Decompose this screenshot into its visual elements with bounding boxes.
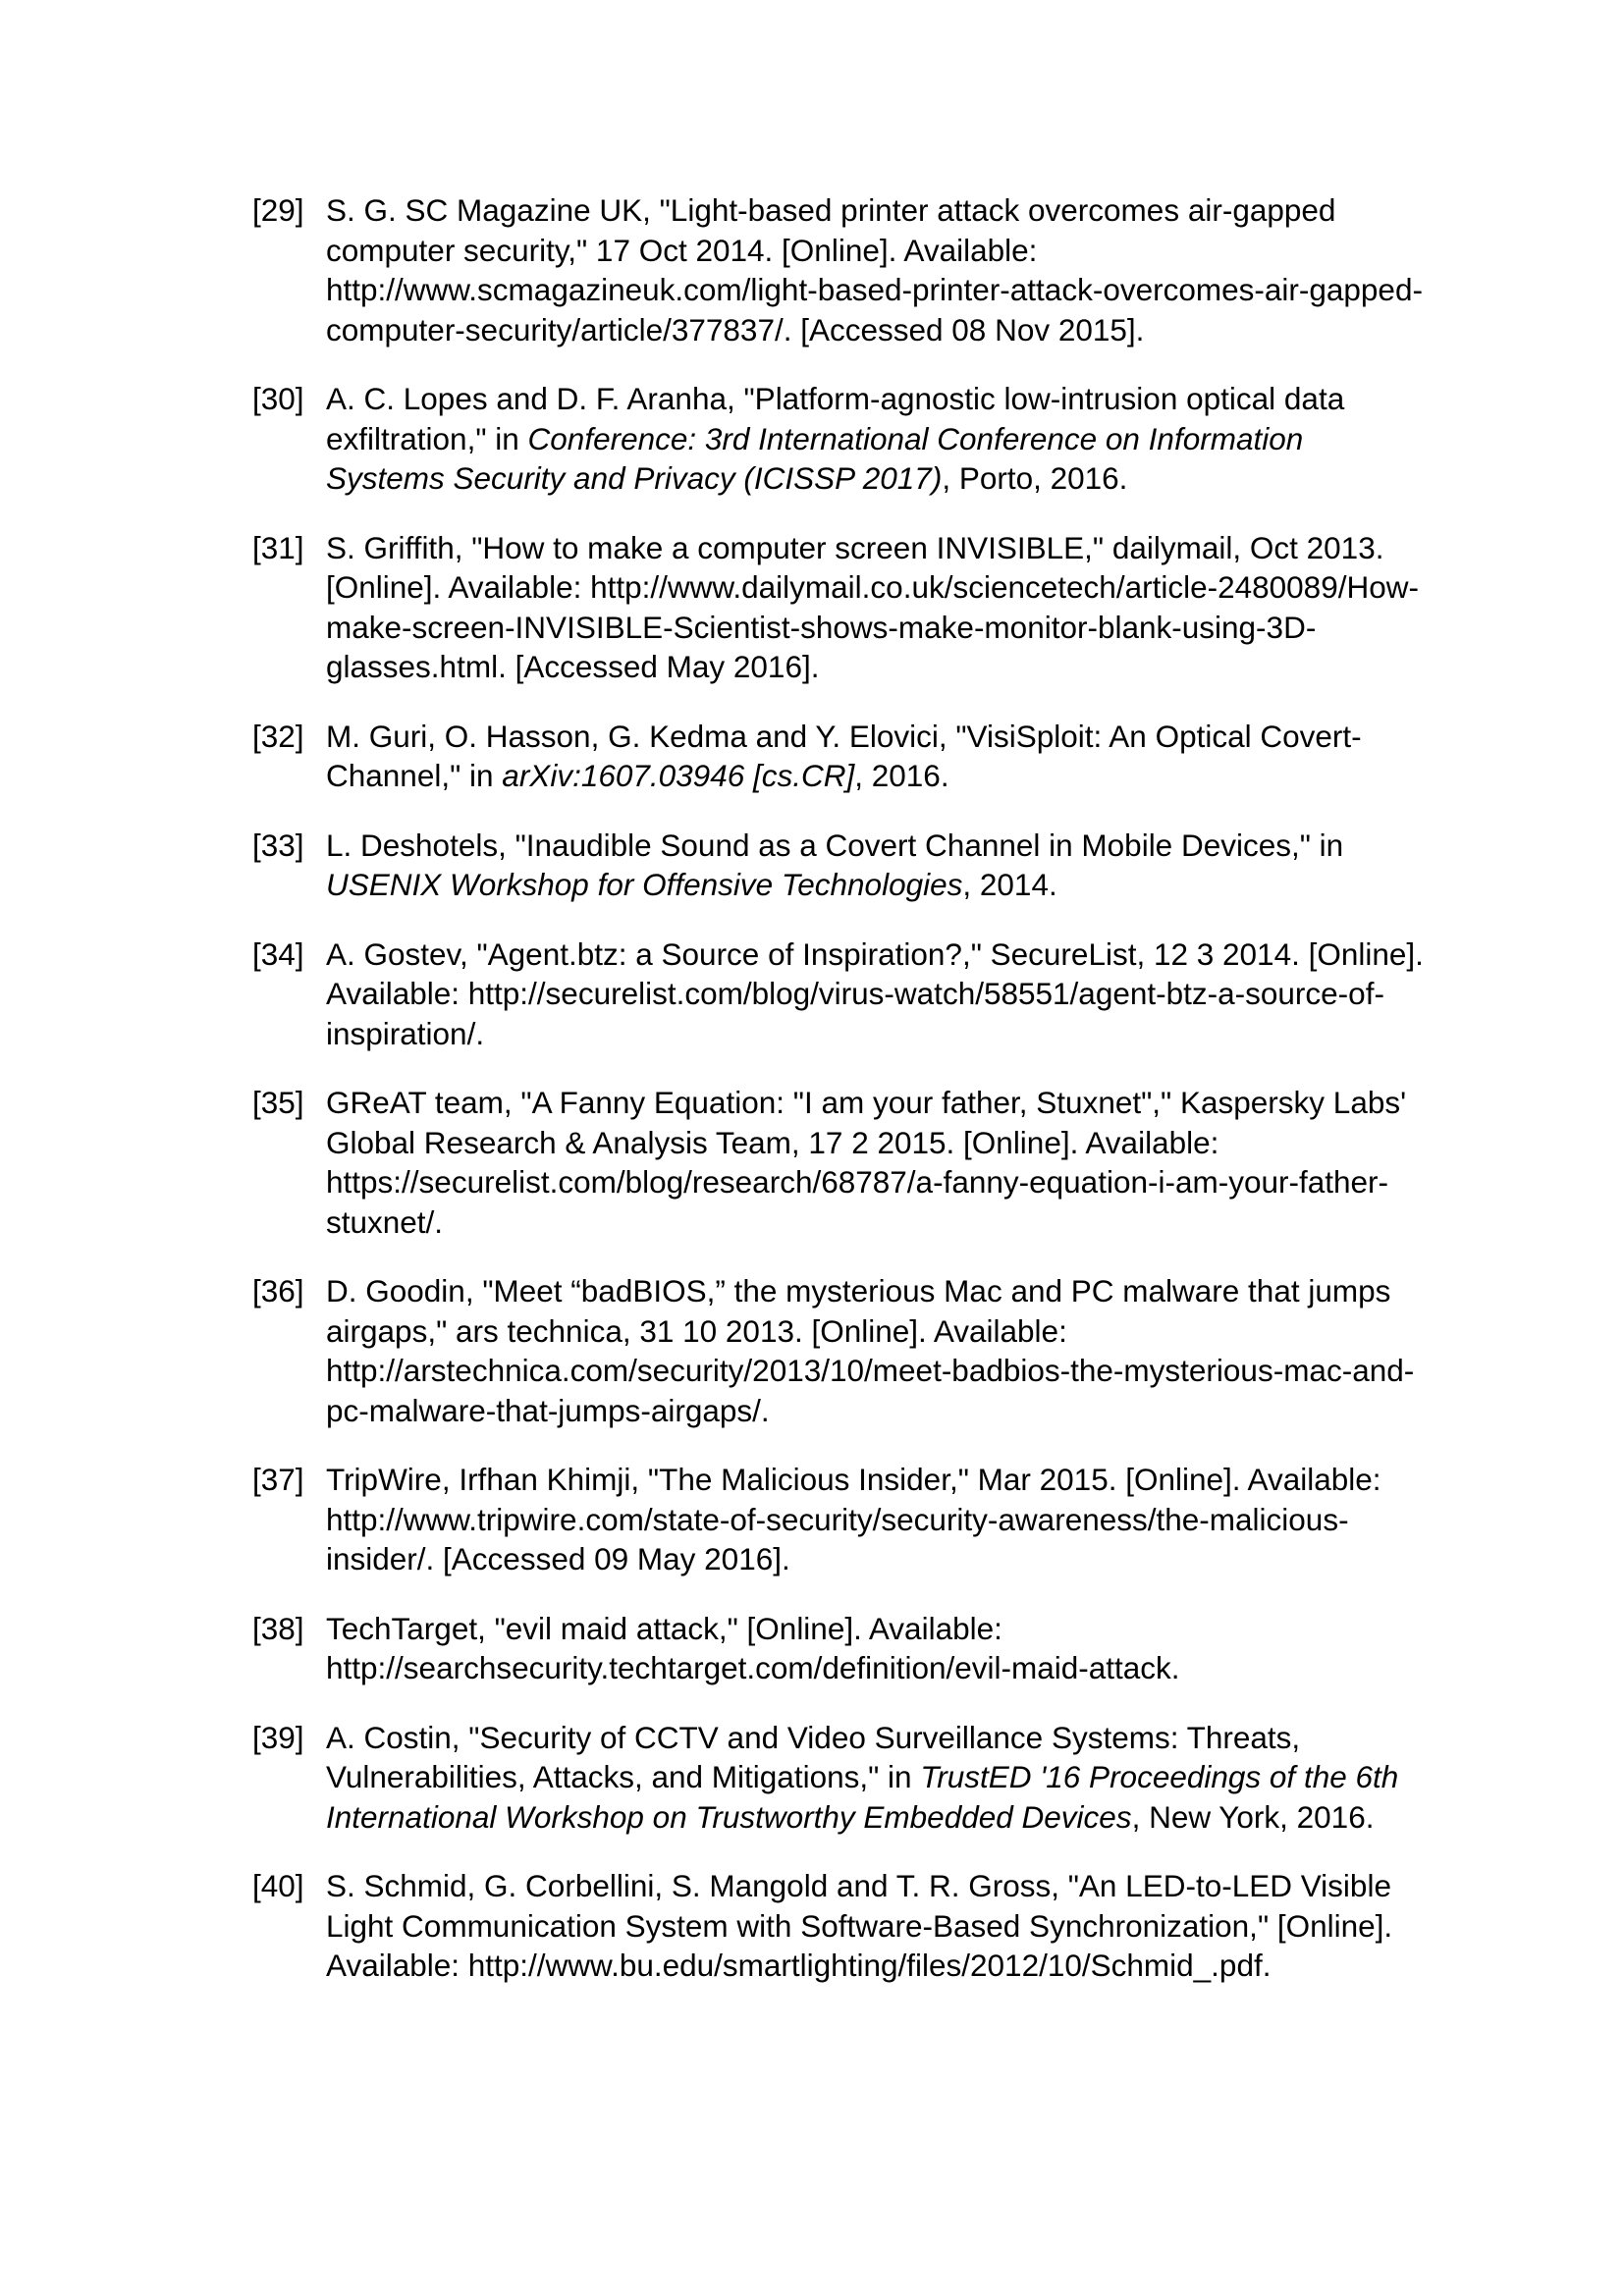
reference-text	[326, 379, 1428, 499]
reference-number: [33]	[252, 827, 304, 863]
reference-number: [32]	[252, 718, 304, 754]
reference-item	[252, 190, 1428, 349]
reference-number: [36]	[252, 1273, 304, 1308]
reference-item	[252, 1718, 1428, 1838]
reference-number: [39]	[252, 1719, 304, 1755]
reference-item	[252, 1609, 1428, 1688]
reference-run: , Porto, 2016.	[942, 460, 1128, 496]
reference-number: [29]	[252, 192, 304, 228]
reference-text	[326, 1271, 1428, 1430]
reference-number: [40]	[252, 1868, 304, 1903]
reference-number: [31]	[252, 529, 304, 565]
reference-text	[326, 1460, 1428, 1579]
reference-item	[252, 1271, 1428, 1430]
reference-text	[326, 528, 1428, 687]
reference-run: L. Deshotels, "Inaudible Sound as a Covert Channel in Mobile Devices," in	[326, 827, 1344, 863]
reference-number: [35]	[252, 1085, 304, 1120]
references-list	[252, 190, 1428, 2015]
reference-run: TripWire, Irfhan Khimji, "The Malicious Insider," Mar 2015. [Online]. Available: http://www.tripwire.com/state-of-security/security-awareness/the-malicious-insider/. [Accessed 09 May 2016].	[326, 1462, 1381, 1576]
reference-run-italic: TrustED '16 Proceedings of the 6th International Workshop on Trustworthy Embedded Devices	[326, 1759, 1399, 1835]
reference-run: A. Costin, "Security of CCTV and Video Surveillance Systems: Threats, Vulnerabilities, Attacks, and Mitigations," in	[326, 1719, 1301, 1794]
reference-text	[326, 190, 1428, 349]
reference-text	[326, 717, 1428, 796]
reference-number: [37]	[252, 1462, 304, 1497]
reference-run: M. Guri, O. Hasson, G. Kedma and Y. Elovici, "VisiSploit: An Optical Covert-Channel," in	[326, 718, 1362, 793]
reference-text	[326, 1866, 1428, 1986]
reference-text	[326, 934, 1428, 1054]
reference-item	[252, 1083, 1428, 1242]
reference-item	[252, 528, 1428, 687]
reference-run-italic: Conference: 3rd International Conference on Information Systems Security and Privacy (ICISSP 2017)	[326, 420, 1304, 496]
reference-item	[252, 379, 1428, 499]
reference-number: [38]	[252, 1610, 304, 1646]
reference-run: D. Goodin, "Meet “badBIOS,” the mysterious Mac and PC malware that jumps airgaps," ars technica, 31 10 2013. [Online]. Available: http://arstechnica.com/security/2013/10/meet-badbios-the-mysterious-mac-and-pc-malware-that-jumps-airgaps/.	[326, 1273, 1415, 1428]
reference-run: GReAT team, "A Fanny Equation: "I am your father, Stuxnet"," Kaspersky Labs' Global Research & Analysis Team, 17 2 2015. [Online]. Available: https://securelist.com/blog/research/68787/a-fanny-equation-i-am-your-father-stuxnet/.	[326, 1085, 1407, 1240]
reference-run: S. G. SC Magazine UK, "Light-based printer attack overcomes air-gapped computer security," 17 Oct 2014. [Online]. Available: http://www.scmagazineuk.com/light-based-printer-attack-overcomes-air-gapped-computer-security/article/377837/. [Accessed 08 Nov 2015].	[326, 192, 1423, 347]
reference-run: A. Gostev, "Agent.btz: a Source of Inspiration?," SecureList, 12 3 2014. [Online]. Available: http://securelist.com/blog/virus-watch/58551/agent-btz-a-source-of-inspiration/.	[326, 935, 1424, 1051]
reference-run-italic: USENIX Workshop for Offensive Technologies	[326, 867, 963, 902]
reference-run-italic: arXiv:1607.03946 [cs.CR]	[502, 758, 855, 793]
reference-text	[326, 1609, 1428, 1688]
reference-run: , 2014.	[962, 867, 1057, 902]
reference-run: , 2016.	[854, 758, 949, 793]
reference-text	[326, 1718, 1428, 1838]
reference-text	[326, 1083, 1428, 1242]
reference-run: TechTarget, "evil maid attack," [Online]. Available: http://searchsecurity.techtarget.com/definition/evil-maid-attack.	[326, 1610, 1180, 1685]
reference-run: , New York, 2016.	[1131, 1798, 1375, 1835]
reference-run: S. Schmid, G. Corbellini, S. Mangold and T. R. Gross, "An LED-to-LED Visible Light Communication System with Software-Based Synchronization," [Online]. Available: http://www.bu.edu/smartlighting/files/2012/10/Schmid_.pdf.	[326, 1868, 1393, 1983]
reference-number: [34]	[252, 935, 304, 972]
reference-run: A. C. Lopes and D. F. Aranha, "Platform-agnostic low-intrusion optical data exfiltration," in	[326, 381, 1345, 456]
reference-item	[252, 826, 1428, 905]
reference-number: [30]	[252, 381, 304, 416]
reference-item	[252, 934, 1428, 1054]
reference-item	[252, 1460, 1428, 1579]
reference-run: S. Griffith, "How to make a computer screen INVISIBLE," dailymail, Oct 2013. [Online]. Available: http://www.dailymail.co.uk/sciencetech/article-2480089/How-make-screen-INVISIBLE-Scientist-shows-make-monitor-blank-using-3D-glasses.html. [Accessed May 2016].	[326, 529, 1419, 684]
reference-text	[326, 826, 1428, 905]
reference-item	[252, 1866, 1428, 1986]
reference-item	[252, 717, 1428, 796]
